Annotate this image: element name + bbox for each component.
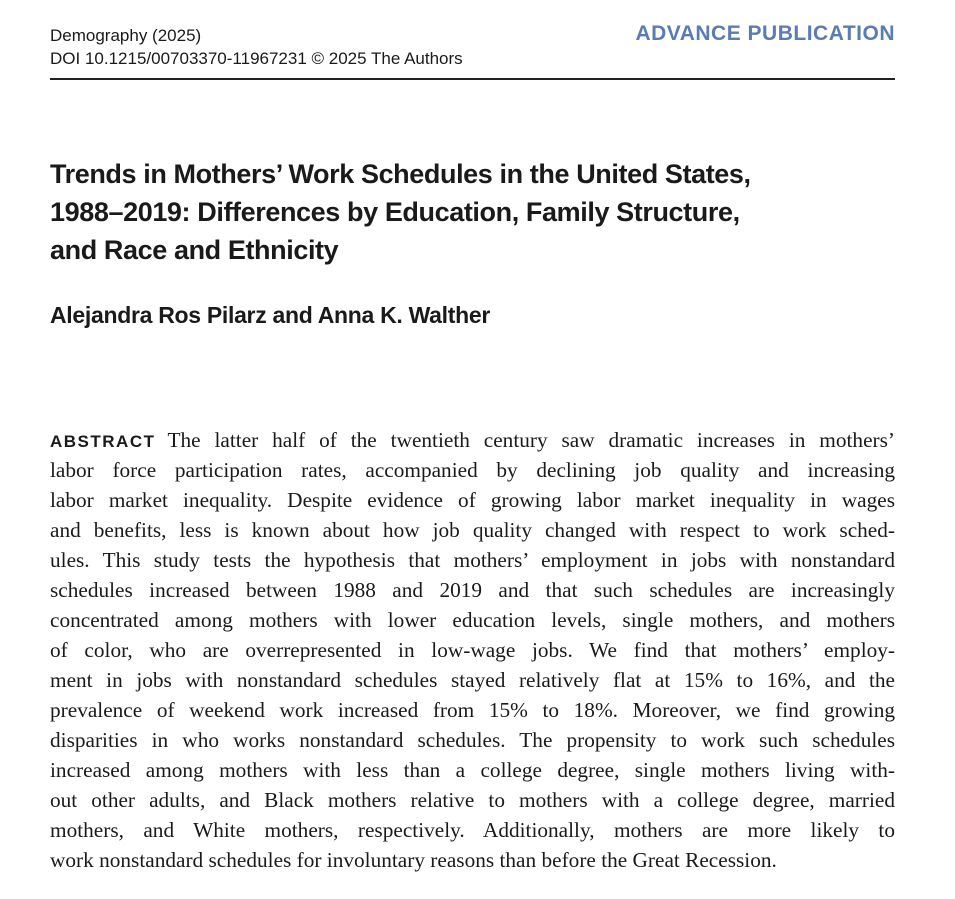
abstract-line: mothers, and White mothers, respectively. Additionally, mothers are more likely to	[50, 818, 895, 842]
abstract-section	[50, 425, 895, 875]
title-line: Trends in Mothers’ Work Schedules in the United States,	[50, 159, 751, 189]
abstract-line: disparities in who works nonstandard schedules. The propensity to work such schedules	[50, 728, 895, 752]
abstract-line: concentrated among mothers with lower education levels, single mothers, and mothers	[50, 608, 895, 632]
abstract-line: of color, who are overrepresented in low-wage jobs. We find that mothers’ employ-	[50, 638, 895, 662]
article-page	[50, 0, 895, 899]
abstract-line-text: The latter half of the twentieth century saw dramatic increases in mothers’	[167, 428, 895, 452]
article-title	[50, 155, 895, 269]
title-line: and Race and Ethnicity	[50, 235, 339, 265]
abstract-line: increased among mothers with less than a college degree, single mothers living with-	[50, 758, 895, 782]
abstract-label: ABSTRACT	[50, 432, 156, 451]
doi-copyright-line: DOI 10.1215/00703370-11967231 © 2025 The Authors	[50, 49, 463, 68]
journal-name: Demography (2025)	[50, 26, 202, 45]
abstract-line: ment in jobs with nonstandard schedules stayed relatively flat at 15% to 16%, and the	[50, 668, 895, 692]
advance-publication-badge: ADVANCE PUBLICATION	[635, 22, 895, 45]
abstract-line: labor force participation rates, accompanied by declining job quality and increasing	[50, 458, 895, 482]
abstract-line: schedules increased between 1988 and 2019 and that such schedules are increasingly	[50, 578, 895, 602]
abstract-line: work nonstandard schedules for involuntary reasons than before the Great Recession.	[50, 848, 777, 872]
abstract-line: and benefits, less is known about how job quality changed with respect to work sched-	[50, 518, 895, 542]
abstract-line	[50, 425, 895, 455]
abstract-line: prevalence of weekend work increased from 15% to 18%. Moreover, we find growing	[50, 698, 895, 722]
abstract-line: labor market inequality. Despite evidence of growing labor market inequality in wages	[50, 488, 895, 512]
article-authors: Alejandra Ros Pilarz and Anna K. Walther	[50, 302, 490, 328]
abstract-line: out other adults, and Black mothers relative to mothers with a college degree, married	[50, 788, 895, 812]
abstract-line: ules. This study tests the hypothesis that mothers’ employment in jobs with nonstandard	[50, 548, 895, 572]
title-line: 1988–2019: Differences by Education, Family Structure,	[50, 197, 740, 227]
journal-header	[50, 22, 895, 80]
